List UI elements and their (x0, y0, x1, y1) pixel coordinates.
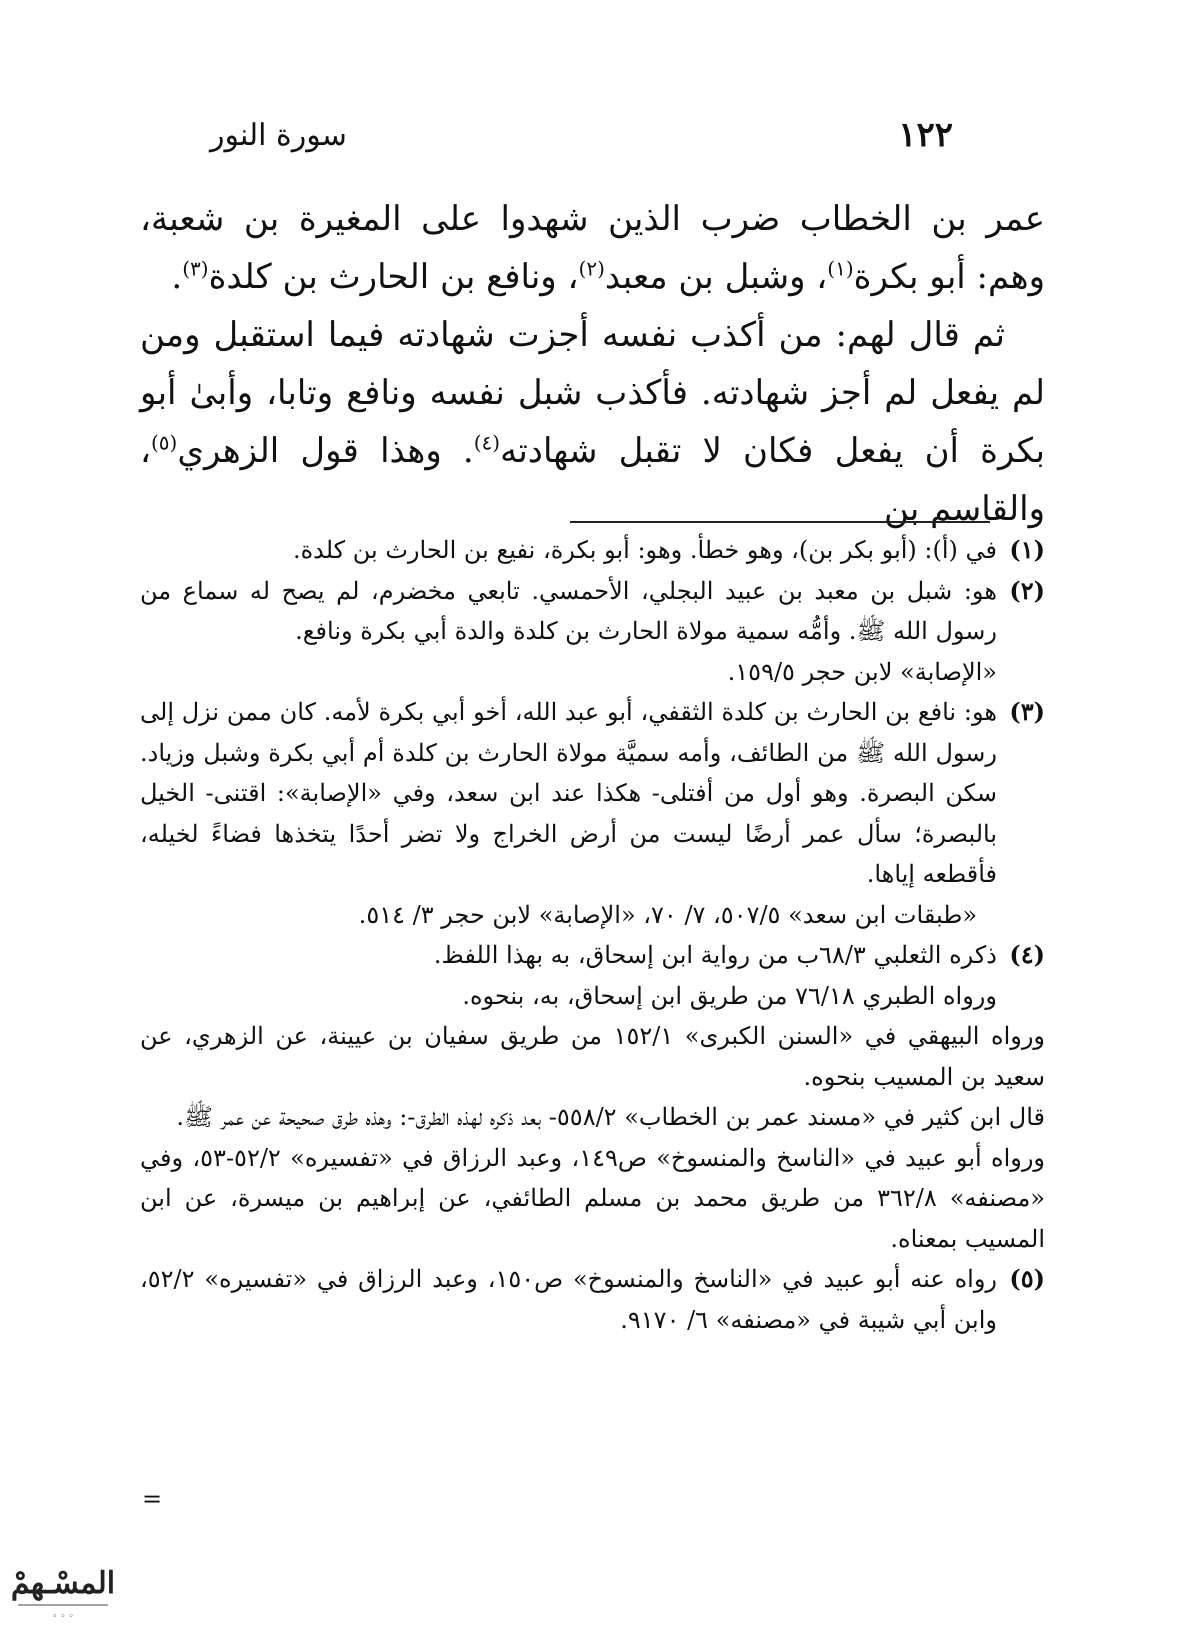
footnote-ref: (٢) (578, 256, 605, 281)
main-text-segment: ، ونافع بن الحارث بن كلدة (208, 257, 579, 297)
main-text-segment: . وهذا قول الزهري (177, 431, 474, 471)
main-text-segment: ثم قال لهم: من أكذب نفسه أجزت شهادته فيما استقبل ومن لم يفعل لم أجز شهادته. فأكذب شبل نفسه ونافع وتابا، وأبىٰ أبو بكرة أن يفعل فكان لا تقبل شهادته (140, 315, 1045, 471)
footnote-body (140, 1259, 997, 1340)
svg-text:المسْـهمْ: المسْـهمْ (10, 1566, 116, 1601)
main-text-segment: ، وشبل بن معبد (604, 257, 828, 297)
footnote-ref: (٥) (150, 430, 178, 455)
main-text-segment: . (171, 257, 183, 297)
footnote-number: (٤) (1009, 940, 1045, 969)
footnote-line: هو: شبل بن معبد بن عبيد البجلي، الأحمسي. تابعي مخضرم، لم يصح له سماع من رسول الله ﷺ. وأمُّه سمية مولاة الحارث بن كلدة والدة أبي بكرة ونافع. (140, 576, 997, 645)
svg-text:◦ ◦ ◦: ◦ ◦ ◦ (52, 1612, 74, 1622)
main-paragraph (140, 306, 1045, 538)
footnote-ref: (٣) (182, 256, 209, 281)
surah-title: سورة النور (210, 117, 347, 153)
footnote-line: ورواه أبو عبيد في «الناسخ والمنسوخ» ص١٤٩، وعبد الرزاق في «تفسيره» ٥٢/٢-٥٣، وفي «مصنفه» ٣٦٢/٨ من طريق محمد بن مسلم الطائفي، عن إبراهيم بن ميسرة، عن ابن المسيب بمعناه. (140, 1143, 1046, 1253)
footnote-line: هو: نافع بن الحارث بن كلدة الثقفي، أبو عبد الله، أخو أبي بكرة لأمه. كان ممن نزل إلى رسول الله ﷺ من الطائف، وأمه سميَّة مولاة الحارث بن كلدة أم أبي بكرة وشبل وزياد. سكن البصرة. وهو أول من أفتلى- هكذا عند ابن سعد، وفي «الإصابة»: اقتنى- الخيل بالبصرة؛ سأل عمر أرضًا ليست من أرض الخراج ولا تضر أحدًا يتخذها فضاءً لخيله، فأقطعه إياها. (140, 698, 997, 888)
footnote-number: (٣) (1009, 697, 1045, 726)
footnote (140, 935, 1045, 1259)
footnote-line: ورواه الطبري ٧٦/١٨ من طريق ابن إسحاق، به، بنحوه. (462, 981, 997, 1010)
footnote (140, 692, 1045, 935)
main-paragraph (140, 190, 1045, 306)
footnote-ref: (١) (827, 256, 854, 281)
footnote-line: «الإصابة» لابن حجر ١٥٩/٥. (727, 657, 997, 686)
main-text-segment: عمر بن الخطاب ضرب الذين شهدوا على المغيرة بن شعبة، وهم: أبو بكرة (140, 199, 1045, 297)
continuation-mark: = (142, 1485, 163, 1513)
publisher-logo (8, 1555, 118, 1625)
footnote-body (140, 935, 1046, 1259)
calligraphy-logo-icon (8, 1555, 118, 1625)
footnote-body (140, 530, 997, 571)
footnote (140, 571, 1045, 693)
footnote-line: ذكره الثعلبي ٦٨/٣ب من رواية ابن إسحاق، به بهذا اللفظ. (433, 941, 997, 969)
footnotes (140, 530, 1045, 1340)
footnote-body (140, 571, 997, 693)
footnote (140, 1259, 1045, 1340)
footnote (140, 530, 1045, 571)
footnote-line: قال ابن كثير في «مسند عمر بن الخطاب» ٥٥٨/٢- بعد ذكره لهذه الطرق-: وهذه طرق صحيحة عن عمر ﷺ. (176, 1103, 1045, 1131)
footnote-separator (570, 521, 990, 523)
main-text-segment: ، والقاسم بن (140, 431, 1045, 529)
footnote-body (140, 692, 997, 935)
page-number: ١٢٢ (898, 115, 953, 155)
page-header (210, 110, 953, 160)
footnote-line: رواه عنه أبو عبيد في «الناسخ والمنسوخ» ص١٥٠، وعبد الرزاق في «تفسيره» ٥٢/٢، وابن أبي شيبة في «مصنفه» ٦/ ٩١٧٠. (140, 1265, 997, 1334)
footnote-ref: (٤) (473, 430, 501, 455)
footnote-line: ورواه البيهقي في «السنن الكبرى» ١٥٢/١ من طريق سفيان بن عيينة، عن الزهري، عن سعيد بن المسيب بنحوه. (140, 1022, 1045, 1091)
footnote-number: (٢) (1009, 575, 1045, 605)
footnote-number: (٥) (1009, 1264, 1045, 1293)
footnote-number: (١) (1009, 535, 1045, 564)
footnote-line: في (أ): (أبو بكر بن)، وهو خطأ. وهو: أبو بكرة، نفيع بن الحارث بن كلدة. (292, 536, 997, 564)
footnote-line: «طبقات ابن سعد» ٥٠٧/٥، ٧/ ٧٠، «الإصابة» لابن حجر ٣/ ٥١٤. (358, 900, 977, 929)
main-text (140, 190, 1045, 538)
